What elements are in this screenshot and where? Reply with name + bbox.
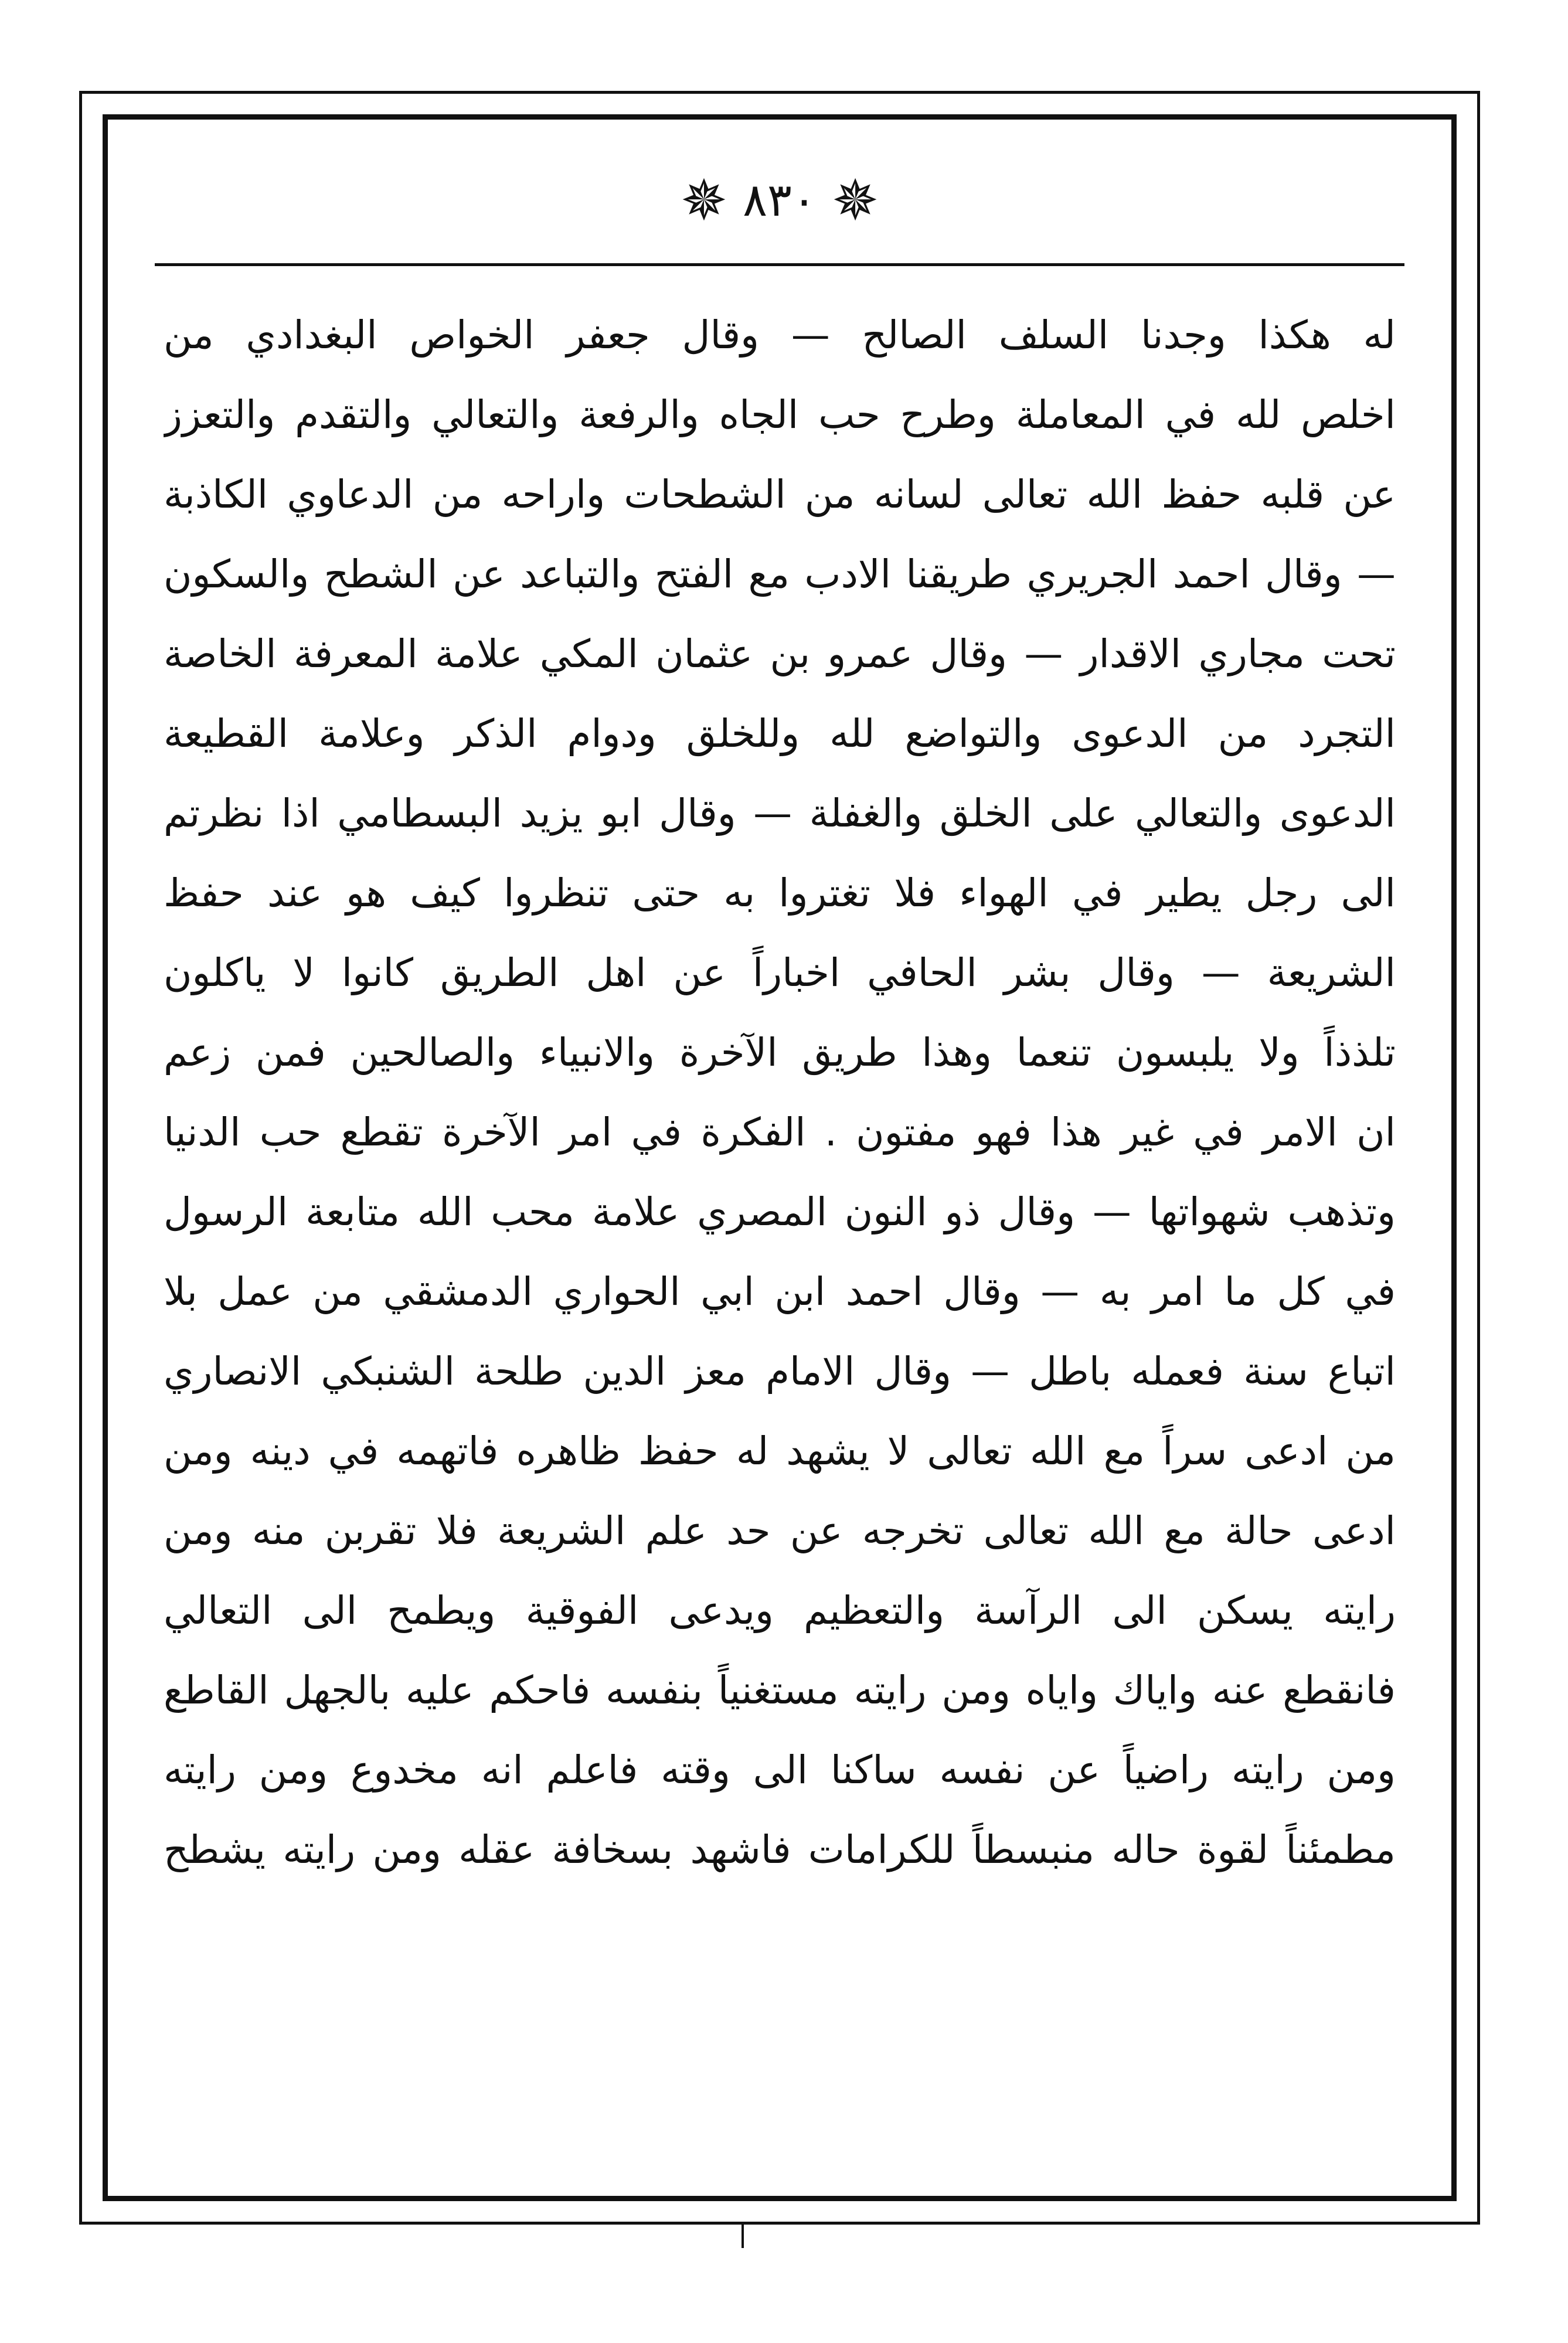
text-line: من ادعى سراً مع الله تعالى لا يشهد له حفظ ظاهره فاتهمه في دينه ومن	[164, 1429, 1396, 1474]
text-line: تلذذاً ولا يلبسون تنعما وهذا طريق الآخرة والانبياء والصالحين فمن زعم	[164, 1030, 1396, 1075]
body-text	[164, 295, 1396, 1890]
text-line: الدعوى والتعالي على الخلق والغفلة — وقال ابو يزيد البسطامي اذا نظرتم	[164, 791, 1396, 836]
page-number: ٨٣٠	[743, 174, 817, 227]
text-line: تحت مجاري الاقدار — وقال عمرو بن عثمان المكي علامة المعرفة الخاصة	[164, 631, 1396, 676]
text-line: عن قلبه حفظ الله تعالى لسانه من الشطحات واراحه من الدعاوي الكاذبة	[164, 472, 1396, 517]
header-divider	[155, 263, 1404, 266]
text-line: في كل ما امر به — وقال احمد ابن ابي الحواري الدمشقي من عمل بلا	[164, 1269, 1396, 1314]
text-line: مطمئناً لقوة حاله منبسطاً للكرامات فاشهد بسخافة عقله ومن رايته يشطح	[164, 1827, 1396, 1872]
page-header	[108, 168, 1451, 233]
text-line: التجرد من الدعوى والتواضع لله وللخلق ودوام الذكر وعلامة القطيعة	[164, 711, 1396, 756]
text-line: فانقطع عنه واياك واياه ومن رايته مستغنياً بنفسه فاحكم عليه بالجهل القاطع	[164, 1668, 1396, 1713]
text-line: — وقال احمد الجريري طريقنا الادب مع الفتح والتباعد عن الشطح والسكون	[164, 552, 1396, 597]
star-ornament-icon: ✵	[831, 168, 879, 233]
text-line: الشريعة — وقال بشر الحافي اخباراً عن اهل الطريق كانوا لا ياكلون	[164, 950, 1396, 995]
text-line: رايته يسكن الى الرآسة والتعظيم ويدعى الفوقية ويطمح الى التعالي	[164, 1588, 1396, 1633]
text-line: اتباع سنة فعمله باطل — وقال الامام معز الدين طلحة الشنبكي الانصاري	[164, 1349, 1396, 1394]
text-line: له هكذا وجدنا السلف الصالح — وقال جعفر الخواص البغدادي من	[164, 312, 1396, 358]
binding-mark	[742, 2225, 744, 2248]
text-line: الى رجل يطير في الهواء فلا تغتروا به حتى تنظروا كيف هو عند حفظ	[164, 870, 1396, 916]
text-line: اخلص لله في المعاملة وطرح حب الجاه والرفعة والتعالي والتقدم والتعزز	[164, 392, 1396, 437]
page-number-group	[680, 168, 879, 233]
page-frame	[103, 114, 1457, 2201]
text-line: وتذهب شهواتها — وقال ذو النون المصري علامة محب الله متابعة الرسول	[164, 1189, 1396, 1235]
text-line: ان الامر في غير هذا فهو مفتون . الفكرة في امر الآخرة تقطع حب الدنيا	[164, 1110, 1396, 1155]
text-line: ومن رايته راضياً عن نفسه ساكنا الى وقته فاعلم انه مخدوع ومن رايته	[164, 1747, 1396, 1793]
text-line: ادعى حالة مع الله تعالى تخرجه عن حد علم الشريعة فلا تقربن منه ومن	[164, 1508, 1396, 1553]
star-ornament-icon: ✵	[680, 168, 728, 233]
